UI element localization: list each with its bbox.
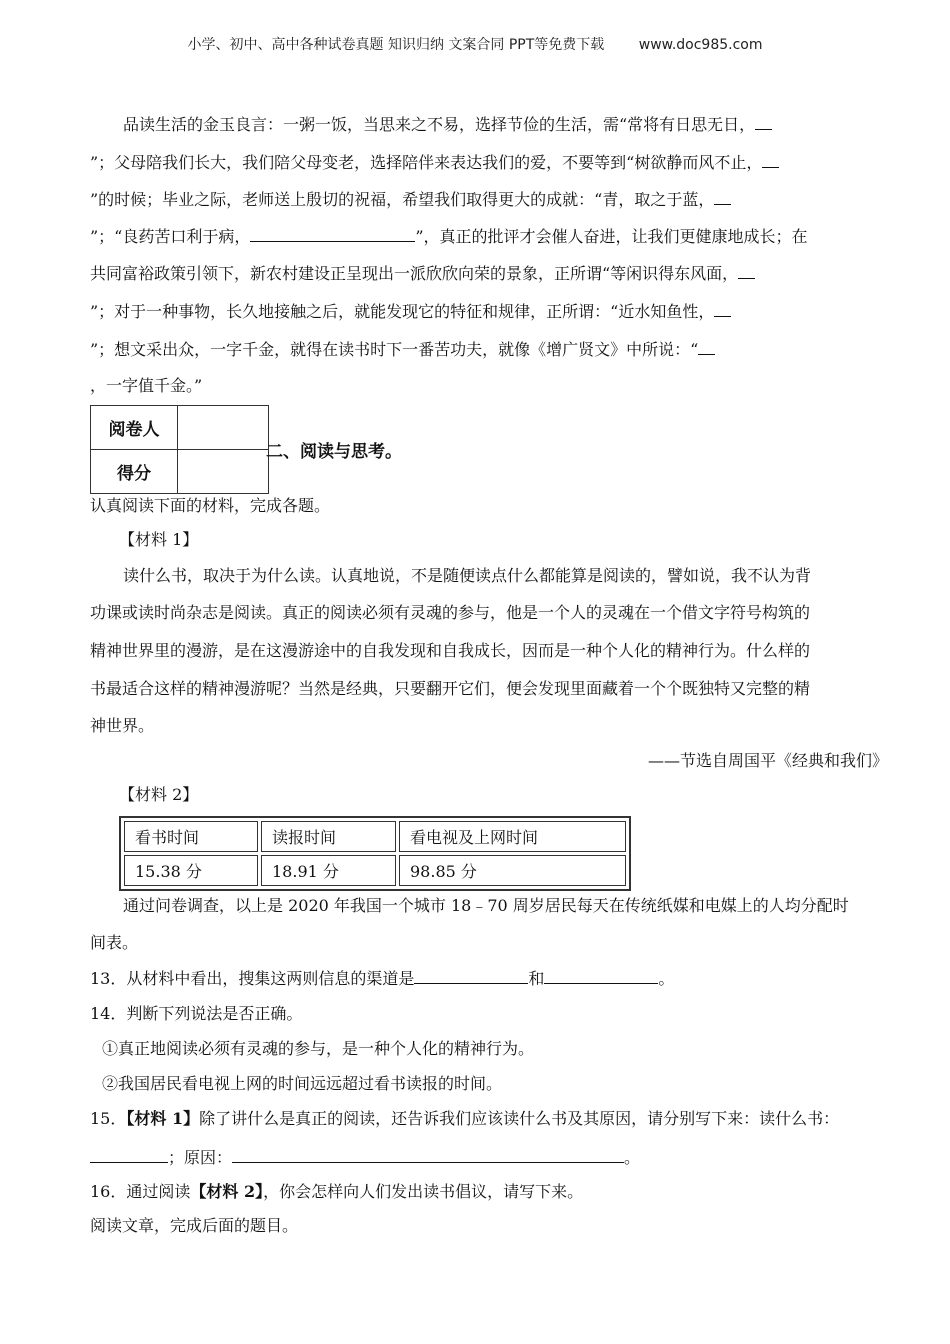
table-header-cell: 读报时间 bbox=[261, 821, 396, 852]
s1-line-2: ”；父母陪我们长大，我们陪父母变老，选择陪伴来表达我们的爱，不要等到“树欲静而风不止， bbox=[90, 152, 779, 173]
m2-line-1: 通过问卷调查，以上是 2020 年我国一个城市 18﹣70 周岁居民每天在传统纸媒和电媒上的人均分配时 bbox=[123, 896, 849, 915]
table-cell: 18.91 分 bbox=[261, 855, 396, 886]
m1-line-4: 书最适合这样的精神漫游呢？当然是经典，只要翻开它们，便会发现里面藏着一个个既独特又完整的精 bbox=[90, 679, 811, 698]
reviewer-label: 阅卷人 bbox=[91, 406, 178, 450]
page-header bbox=[0, 34, 950, 54]
section2-intro: 认真阅读下面的材料，完成各题。 bbox=[90, 496, 331, 515]
question-14-item-2: ②我国居民看电视上网的时间远远超过看书读报的时间。 bbox=[102, 1074, 503, 1093]
answer-blank[interactable] bbox=[762, 152, 779, 168]
m2-line-2: 间表。 bbox=[90, 933, 139, 952]
outro: 阅读文章，完成后面的题目。 bbox=[90, 1216, 299, 1235]
m1-line-5: 神世界。 bbox=[90, 716, 155, 735]
time-table bbox=[119, 816, 631, 891]
m1-line-2: 功课或读时尚杂志是阅读。真正的阅读必须有灵魂的参与，他是一个人的灵魂在一个借文字符号构筑的 bbox=[90, 603, 811, 622]
s1-line-8: ，一字值千金。” bbox=[90, 376, 203, 395]
section2-title: 二、阅读与思考。 bbox=[266, 442, 402, 462]
m1-line-1: 读什么书，取决于为什么读。认真地说，不是随便读点什么都能算是阅读的，譬如说，我不认为背 bbox=[123, 566, 812, 585]
score-label: 得分 bbox=[91, 450, 178, 494]
answer-blank[interactable] bbox=[544, 968, 658, 984]
table-row bbox=[124, 821, 626, 852]
question-15-answers: ；原因： 。 bbox=[90, 1147, 640, 1168]
s1-line-7: ”；想文采出众，一字千金，就得在读书时下一番苦功夫，就像《增广贤文》中所说：“ bbox=[90, 339, 715, 360]
m1-source: ——节选自周国平《经典和我们》 bbox=[647, 751, 888, 770]
header-site: www.doc985.com bbox=[638, 37, 763, 53]
answer-blank[interactable] bbox=[698, 339, 715, 355]
answer-blank[interactable] bbox=[714, 301, 731, 317]
header-text: 小学、初中、高中各种试卷真题 知识归纳 文案合同 PPT等免费下载 bbox=[187, 37, 605, 53]
table-header-cell: 看书时间 bbox=[124, 821, 258, 852]
answer-blank[interactable] bbox=[250, 226, 415, 242]
answer-blank[interactable] bbox=[414, 968, 528, 984]
answer-blank[interactable] bbox=[714, 189, 731, 205]
question-13: 13．从材料中看出，搜集这两则信息的渠道是 和 。 bbox=[90, 969, 675, 988]
answer-blank[interactable] bbox=[90, 1147, 168, 1163]
score-cell[interactable] bbox=[178, 450, 269, 494]
answer-blank[interactable] bbox=[738, 263, 755, 279]
table-cell: 98.85 分 bbox=[399, 855, 626, 886]
table-row bbox=[124, 855, 626, 886]
material-2-label: 【材料 2】 bbox=[119, 785, 199, 804]
answer-blank[interactable] bbox=[232, 1147, 624, 1163]
s1-line-5: 共同富裕政策引领下，新农村建设正呈现出一派欣欣向荣的景象，正所谓“等闲识得东风面， bbox=[90, 263, 755, 284]
m1-line-3: 精神世界里的漫游，是在这漫游途中的自我发现和自我成长，因而是一种个人化的精神行为。什么样的 bbox=[90, 641, 811, 660]
answer-blank[interactable] bbox=[755, 114, 772, 130]
table-cell: 15.38 分 bbox=[124, 855, 258, 886]
table-header-cell: 看电视及上网时间 bbox=[399, 821, 626, 852]
s1-line-3: ”的时候；毕业之际，老师送上殷切的祝福，希望我们取得更大的成就：“青，取之于蓝， bbox=[90, 189, 731, 210]
s1-line-1: 品读生活的金玉良言：一粥一饭，当思来之不易，选择节俭的生活，需“常将有日思无日， bbox=[123, 114, 772, 135]
question-14-item-1: ①真正地阅读必须有灵魂的参与，是一种个人化的精神行为。 bbox=[102, 1039, 535, 1058]
question-14: 14．判断下列说法是否正确。 bbox=[90, 1004, 303, 1023]
s1-line-6: ”；对于一种事物，长久地接触之后，就能发现它的特征和规律，正所谓：“近水知鱼性， bbox=[90, 301, 731, 322]
grade-table bbox=[90, 405, 269, 494]
material-1-label: 【材料 1】 bbox=[119, 530, 199, 549]
s1-line-4: ”；“良药苦口利于病， ”，真正的批评才会催人奋进，让我们更健康地成长；在 bbox=[90, 227, 808, 246]
question-15: 15．【材料 1】除了讲什么是真正的阅读，还告诉我们应该读什么书及其原因，请分别写下来：读什么书： bbox=[90, 1109, 840, 1128]
reviewer-cell[interactable] bbox=[178, 406, 269, 450]
question-16: 16．通过阅读【材料 2】，你会怎样向人们发出读书倡议，请写下来。 bbox=[90, 1182, 584, 1201]
